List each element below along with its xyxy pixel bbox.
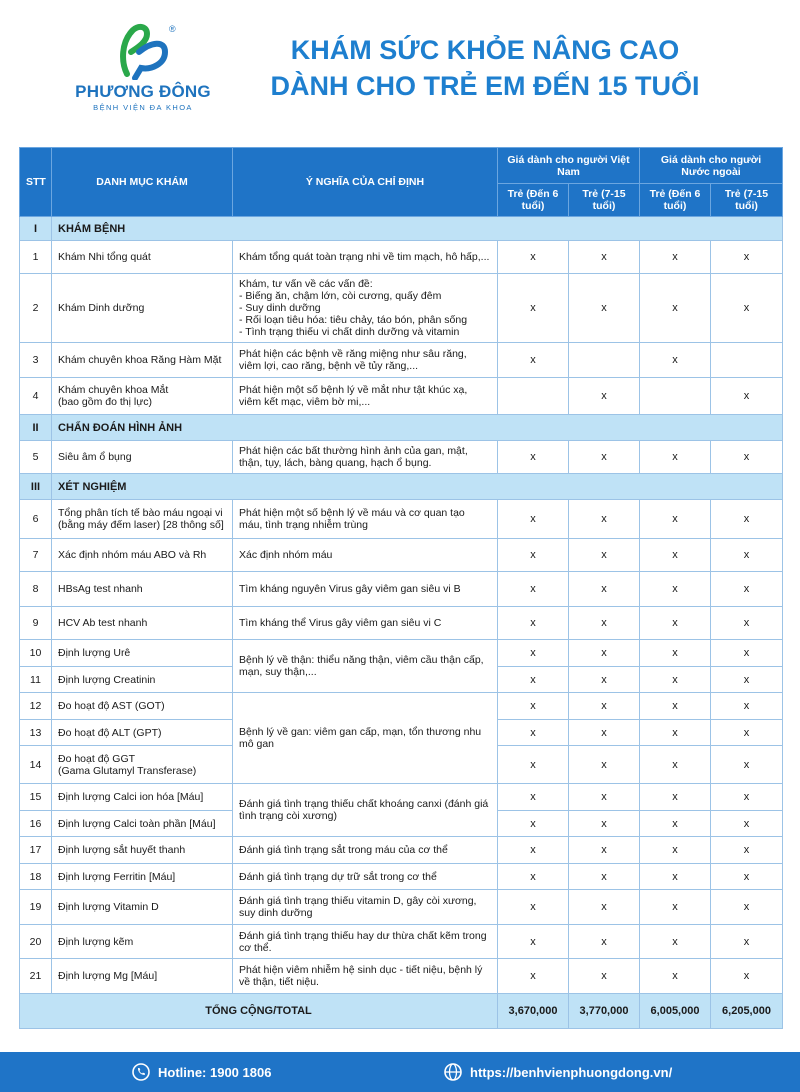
row-meaning: Đánh giá tình trạng thiếu hay dư thừa chất kẽm trong cơ thể. [233,925,498,959]
row-meaning: Phát hiện các bất thường hình ảnh của gan, mật, thận, tụy, lách, bàng quang, hạch ổ bụng. [233,441,498,474]
table-row [20,607,783,640]
row-stt: 9 [20,607,52,640]
row-mark: x [711,572,783,607]
table-row [20,890,783,925]
row-mark: x [711,667,783,693]
row-mark: x [640,572,711,607]
hospital-name: PHƯƠNG ĐÔNG [75,82,211,101]
hospital-subtitle: BỆNH VIỆN ĐA KHOA [93,103,193,112]
row-mark: x [711,864,783,890]
page-title [235,32,735,104]
row-stt: 6 [20,500,52,539]
row-mark: x [711,925,783,959]
row-mark: x [498,811,569,837]
row-meaning: Đánh giá tình trạng dự trữ sắt trong cơ thể [233,864,498,890]
section-title: KHÁM BỆNH [52,217,783,241]
row-mark: x [711,720,783,746]
page-header [0,0,800,145]
row-mark: x [498,890,569,925]
row-category: Đo hoạt độ AST (GOT) [52,693,233,720]
row-category: Khám chuyên khoa Răng Hàm Mặt [52,343,233,378]
row-mark: x [640,890,711,925]
table-row [20,925,783,959]
hotline[interactable] [132,1052,271,1092]
row-stt: 4 [20,378,52,415]
table-row [20,378,783,415]
title-line-2: DÀNH CHO TRẺ EM ĐẾN 15 TUỔI [270,71,700,101]
row-mark: x [711,539,783,572]
row-mark: x [569,539,640,572]
header-meaning: Ý NGHĨA CỦA CHỈ ĐỊNH [233,148,498,217]
table-body [20,217,783,994]
table-row [20,572,783,607]
row-mark [640,378,711,415]
table-row [20,640,783,667]
row-mark: x [640,607,711,640]
header-category: DANH MỤC KHÁM [52,148,233,217]
row-category: HCV Ab test nhanh [52,607,233,640]
row-mark: x [569,607,640,640]
row-stt: 11 [20,667,52,693]
row-category: Định lượng sắt huyết thanh [52,837,233,864]
row-mark: x [640,667,711,693]
section-row [20,415,783,441]
row-mark: x [498,837,569,864]
header-vn-under6: Trẻ (Đến 6 tuổi) [498,184,569,217]
row-mark: x [711,890,783,925]
row-stt: 5 [20,441,52,474]
row-mark: x [640,720,711,746]
row-mark: x [569,441,640,474]
row-mark: x [711,500,783,539]
row-mark: x [498,343,569,378]
row-mark: x [498,500,569,539]
total-label: TỔNG CỘNG/TOTAL [20,994,498,1029]
row-mark: x [569,959,640,994]
row-category: Định lượng Creatinin [52,667,233,693]
row-stt: 1 [20,241,52,274]
row-category: HBsAg test nhanh [52,572,233,607]
row-category: Đo hoạt độ GGT (Gama Glutamyl Transferase) [52,746,233,784]
row-stt: 16 [20,811,52,837]
total-foreign-under6: 6,005,000 [640,994,711,1029]
row-stt: 21 [20,959,52,994]
row-mark: x [711,959,783,994]
row-mark: x [711,784,783,811]
row-mark: x [498,667,569,693]
row-mark: x [711,378,783,415]
website-link[interactable] [444,1052,672,1092]
row-mark: x [569,811,640,837]
section-title: CHẨN ĐOÁN HÌNH ẢNH [52,415,783,441]
row-meaning: Phát hiện viêm nhiễm hệ sinh dục - tiết niệu, bệnh lý về thận, tiết niệu. [233,959,498,994]
row-mark: x [569,864,640,890]
row-category: Định lượng Urê [52,640,233,667]
row-mark: x [569,693,640,720]
row-mark: x [569,640,640,667]
row-stt: 18 [20,864,52,890]
row-mark: x [498,925,569,959]
table-row [20,864,783,890]
row-mark: x [498,539,569,572]
row-mark: x [640,241,711,274]
row-mark [498,378,569,415]
table-row [20,500,783,539]
row-mark: x [711,241,783,274]
row-stt: 13 [20,720,52,746]
header-foreign-7-15: Trẻ (7-15 tuổi) [711,184,783,217]
table-row [20,274,783,343]
row-meaning: Khám tổng quát toàn trạng nhi về tim mạch, hô hấp,... [233,241,498,274]
row-mark [711,343,783,378]
section-row [20,474,783,500]
row-mark: x [569,720,640,746]
row-stt: 8 [20,572,52,607]
row-mark: x [569,784,640,811]
header-stt: STT [20,148,52,217]
row-mark: x [640,864,711,890]
header-vn-group: Giá dành cho người Việt Nam [498,148,640,184]
row-mark: x [711,640,783,667]
row-mark: x [640,959,711,994]
row-category: Định lượng Ferritin [Máu] [52,864,233,890]
svg-text:®: ® [169,24,176,34]
row-mark: x [498,784,569,811]
row-stt: 15 [20,784,52,811]
row-mark: x [640,343,711,378]
row-mark: x [711,811,783,837]
row-category: Định lượng Calci ion hóa [Máu] [52,784,233,811]
row-mark: x [498,607,569,640]
row-category: Siêu âm ổ bụng [52,441,233,474]
row-category: Khám chuyên khoa Mắt (bao gồm đo thị lực) [52,378,233,415]
row-mark: x [569,746,640,784]
row-mark: x [569,837,640,864]
row-stt: 7 [20,539,52,572]
row-mark: x [569,241,640,274]
row-meaning: Bệnh lý về gan: viêm gan cấp, mạn, tổn thương nhu mô gan [233,693,498,784]
row-mark: x [640,784,711,811]
row-stt: 17 [20,837,52,864]
row-mark: x [569,378,640,415]
table-row [20,343,783,378]
header-foreign-group: Giá dành cho người Nước ngoài [640,148,783,184]
row-mark: x [640,925,711,959]
row-mark: x [498,864,569,890]
row-meaning: Phát hiện các bệnh về răng miệng như sâu răng, viêm lợi, cao răng, bệnh về tủy răng,... [233,343,498,378]
row-mark: x [498,572,569,607]
row-mark: x [569,667,640,693]
row-mark: x [640,640,711,667]
row-category: Khám Dinh dưỡng [52,274,233,343]
row-mark: x [711,441,783,474]
total-vn-under6: 3,670,000 [498,994,569,1029]
row-category: Xác định nhóm máu ABO và Rh [52,539,233,572]
row-meaning: Đánh giá tình trạng thiếu chất khoáng canxi (đánh giá tình trạng còi xương) [233,784,498,837]
row-meaning: Phát hiện một số bệnh lý về mắt như tật khúc xạ, viêm kết mạc, viêm bờ mi,... [233,378,498,415]
row-mark: x [498,720,569,746]
total-row [20,994,783,1029]
row-meaning: Bệnh lý về thận: thiểu năng thận, viêm cầu thận cấp, mạn, suy thận,... [233,640,498,693]
table-row [20,959,783,994]
title-line-1: KHÁM SỨC KHỎE NÂNG CAO [290,35,680,65]
row-stt: 14 [20,746,52,784]
row-mark: x [498,693,569,720]
row-mark: x [569,925,640,959]
row-meaning: Tìm kháng nguyên Virus gây viêm gan siêu vi B [233,572,498,607]
table-row [20,539,783,572]
row-category: Định lượng Calci toàn phần [Máu] [52,811,233,837]
row-mark [569,343,640,378]
row-mark: x [711,607,783,640]
table-row [20,693,783,720]
row-mark: x [640,837,711,864]
row-category: Định lượng Vitamin D [52,890,233,925]
row-stt: 12 [20,693,52,720]
price-table-container [19,147,782,1029]
row-mark: x [498,441,569,474]
row-mark: x [498,274,569,343]
row-meaning: Đánh giá tình trạng sắt trong máu của cơ thể [233,837,498,864]
header-foreign-under6: Trẻ (Đến 6 tuổi) [640,184,711,217]
row-mark: x [498,241,569,274]
row-meaning: Xác định nhóm máu [233,539,498,572]
row-stt: 20 [20,925,52,959]
row-mark: x [640,441,711,474]
header-vn-7-15: Trẻ (7-15 tuổi) [569,184,640,217]
table-row [20,241,783,274]
row-mark: x [498,959,569,994]
row-mark: x [711,693,783,720]
table-row [20,441,783,474]
section-row [20,217,783,241]
row-stt: 10 [20,640,52,667]
section-title: XÉT NGHIỆM [52,474,783,500]
row-mark: x [569,572,640,607]
row-mark: x [569,890,640,925]
row-mark: x [498,640,569,667]
phuong-dong-logo-icon [103,22,183,80]
row-mark: x [498,746,569,784]
row-mark: x [640,693,711,720]
row-stt: 2 [20,274,52,343]
row-category: Đo hoạt độ ALT (GPT) [52,720,233,746]
hospital-logo [68,22,218,122]
row-mark: x [640,746,711,784]
row-stt: 3 [20,343,52,378]
row-category: Khám Nhi tổng quát [52,241,233,274]
phone-icon [132,1063,150,1081]
table-row [20,837,783,864]
total-vn-7-15: 3,770,000 [569,994,640,1029]
row-mark: x [640,811,711,837]
row-category: Định lượng kẽm [52,925,233,959]
row-mark: x [711,274,783,343]
row-meaning: Khám, tư vấn về các vấn đề: - Biếng ăn, chậm lớn, còi cương, quấy đêm - Suy dinh dưỡng - Rối loạn tiêu hóa: tiêu chảy, táo bón, phân sống - Tình trạng thiếu vi chất dinh dưỡng và vitamin [233,274,498,343]
row-meaning: Đánh giá tình trạng thiếu vitamin D, gây còi xương, suy dinh dưỡng [233,890,498,925]
table-row [20,784,783,811]
row-category: Định lượng Mg [Máu] [52,959,233,994]
row-mark: x [569,500,640,539]
section-roman: II [20,415,52,441]
price-table [19,147,783,1029]
row-mark: x [640,274,711,343]
row-category: Tổng phân tích tế bào máu ngoại vi (bằng máy đếm laser) [28 thông số] [52,500,233,539]
row-mark: x [711,746,783,784]
row-mark: x [711,837,783,864]
section-roman: I [20,217,52,241]
globe-icon [444,1063,462,1081]
hotline-text: Hotline: 1900 1806 [158,1064,272,1080]
website-text: https://benhvienphuongdong.vn/ [470,1064,673,1080]
row-stt: 19 [20,890,52,925]
row-mark: x [640,539,711,572]
total-foreign-7-15: 6,205,000 [711,994,783,1029]
footer-bar [0,1052,800,1092]
row-meaning: Tìm kháng thể Virus gây viêm gan siêu vi C [233,607,498,640]
section-roman: III [20,474,52,500]
row-mark: x [640,500,711,539]
row-mark: x [569,274,640,343]
row-meaning: Phát hiện một số bệnh lý về máu và cơ quan tạo máu, tình trạng nhiễm trùng [233,500,498,539]
